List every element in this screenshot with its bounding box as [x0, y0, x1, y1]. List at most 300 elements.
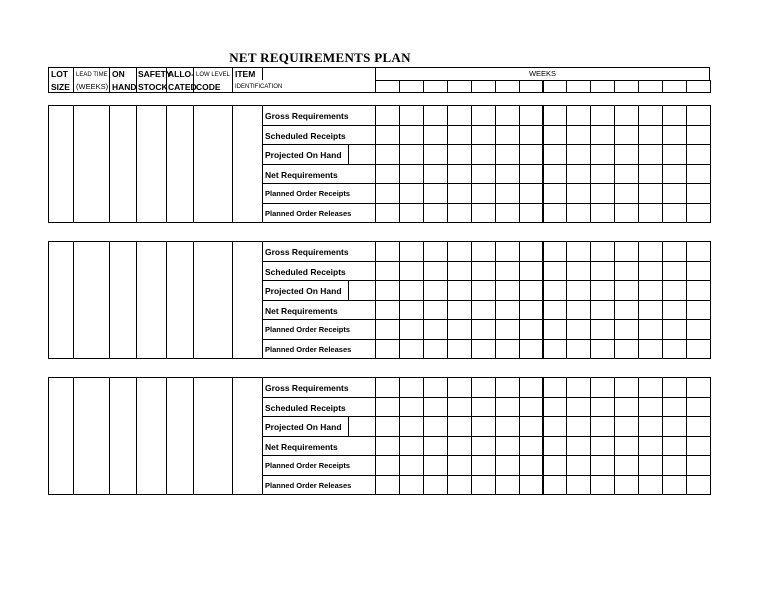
safety-stock-input[interactable] — [136, 241, 167, 359]
week-value-cell[interactable] — [543, 203, 568, 224]
header-on-hand-line2: HAND — [112, 82, 137, 92]
week-value-cell[interactable] — [686, 183, 711, 204]
week-value-cell[interactable] — [471, 280, 496, 301]
week-value-cell[interactable] — [375, 377, 400, 398]
week-value-cell[interactable] — [375, 397, 400, 418]
week-value-cell[interactable] — [423, 241, 448, 262]
week-value-cell[interactable] — [566, 436, 591, 457]
week-value-cell[interactable] — [447, 397, 472, 418]
week-value-cell[interactable] — [471, 416, 496, 437]
week-value-cell[interactable] — [495, 203, 520, 224]
lot-size-input[interactable] — [48, 105, 74, 223]
week-value-cell[interactable] — [686, 300, 711, 321]
week-value-cell[interactable] — [423, 261, 448, 282]
week-value-cell[interactable] — [566, 183, 591, 204]
row-label: Scheduled Receipts — [265, 130, 346, 141]
week-value-cell[interactable] — [447, 339, 472, 360]
week-value-cell[interactable] — [423, 280, 448, 301]
week-value-cell[interactable] — [495, 125, 520, 146]
header-lot-line1: LOT — [51, 69, 68, 79]
week-value-cell[interactable] — [662, 203, 687, 224]
week-value-cell[interactable] — [662, 416, 687, 437]
row-label-cell — [262, 183, 376, 204]
week-value-cell[interactable] — [399, 203, 424, 224]
week-value-cell[interactable] — [543, 377, 568, 398]
week-value-cell[interactable] — [566, 280, 591, 301]
week-value-cell[interactable] — [590, 397, 615, 418]
week-value-cell[interactable] — [590, 339, 615, 360]
week-value-cell[interactable] — [375, 261, 400, 282]
header-safety-line2: STOCK — [138, 82, 168, 92]
week-value-cell[interactable] — [614, 280, 639, 301]
week-value-cell[interactable] — [662, 144, 687, 165]
week-value-cell[interactable] — [543, 436, 568, 457]
week-value-cell[interactable] — [519, 377, 544, 398]
projected-on-hand-initial-divider — [348, 281, 349, 301]
week-value-cell[interactable] — [495, 416, 520, 437]
item-identification-input[interactable] — [232, 241, 263, 359]
header-safety-line1: SAFETY — [138, 69, 172, 79]
week-value-cell[interactable] — [399, 183, 424, 204]
week-value-cell[interactable] — [399, 261, 424, 282]
week-value-cell[interactable] — [375, 164, 400, 185]
week-value-cell[interactable] — [566, 416, 591, 437]
row-label: Gross Requirements — [265, 247, 349, 257]
week-value-cell[interactable] — [590, 125, 615, 146]
week-value-cell[interactable] — [614, 105, 639, 126]
week-value-cell[interactable] — [614, 241, 639, 262]
week-value-cell[interactable] — [686, 241, 711, 262]
week-value-cell[interactable] — [590, 455, 615, 476]
week-value-cell[interactable] — [590, 105, 615, 126]
week-value-cell[interactable] — [375, 241, 400, 262]
allocated-input[interactable] — [166, 377, 194, 495]
week-value-cell[interactable] — [686, 455, 711, 476]
week-value-cell[interactable] — [471, 144, 496, 165]
row-label-cell — [262, 105, 376, 126]
week-value-cell[interactable] — [543, 416, 568, 437]
week-value-cell[interactable] — [471, 183, 496, 204]
week-value-cell[interactable] — [638, 455, 663, 476]
low-level-code-input[interactable] — [193, 377, 233, 495]
week-value-cell[interactable] — [399, 397, 424, 418]
safety-stock-input[interactable] — [136, 105, 167, 223]
week-value-cell[interactable] — [399, 416, 424, 437]
week-value-cell[interactable] — [447, 300, 472, 321]
week-value-cell[interactable] — [519, 416, 544, 437]
allocated-input[interactable] — [166, 241, 194, 359]
week-value-cell[interactable] — [590, 164, 615, 185]
week-value-cell[interactable] — [399, 475, 424, 496]
allocated-input[interactable] — [166, 105, 194, 223]
week-value-cell[interactable] — [566, 377, 591, 398]
week-value-cell[interactable] — [686, 339, 711, 360]
week-value-cell[interactable] — [447, 377, 472, 398]
week-value-cell[interactable] — [471, 125, 496, 146]
week-value-cell[interactable] — [614, 397, 639, 418]
week-value-cell[interactable] — [375, 280, 400, 301]
week-value-cell[interactable] — [495, 261, 520, 282]
week-value-cell[interactable] — [399, 164, 424, 185]
week-value-cell[interactable] — [423, 164, 448, 185]
week-value-cell[interactable] — [447, 261, 472, 282]
week-value-cell[interactable] — [638, 416, 663, 437]
week-value-cell[interactable] — [519, 144, 544, 165]
week-value-cell[interactable] — [662, 280, 687, 301]
week-value-cell[interactable] — [638, 144, 663, 165]
week-value-cell[interactable] — [566, 319, 591, 340]
week-value-cell[interactable] — [375, 183, 400, 204]
week-value-cell[interactable] — [543, 339, 568, 360]
week-value-cell[interactable] — [519, 475, 544, 496]
week-value-cell[interactable] — [614, 475, 639, 496]
week-value-cell[interactable] — [471, 397, 496, 418]
row-label: Scheduled Receipts — [265, 266, 346, 277]
week-value-cell[interactable] — [519, 241, 544, 262]
week-value-cell[interactable] — [638, 300, 663, 321]
week-value-cell[interactable] — [566, 339, 591, 360]
row-label: Planned Order Releases — [265, 480, 352, 490]
week-value-cell[interactable] — [638, 105, 663, 126]
week-value-cell[interactable] — [638, 397, 663, 418]
row-label-cell — [262, 319, 376, 340]
week-value-cell[interactable] — [543, 455, 568, 476]
week-value-cell[interactable] — [566, 241, 591, 262]
week-value-cell[interactable] — [399, 319, 424, 340]
week-value-cell[interactable] — [614, 300, 639, 321]
week-value-cell[interactable] — [495, 455, 520, 476]
week-value-cell[interactable] — [447, 144, 472, 165]
week-value-cell[interactable] — [686, 436, 711, 457]
week-value-cell[interactable] — [638, 241, 663, 262]
week-value-cell[interactable] — [590, 319, 615, 340]
week-value-cell[interactable] — [423, 183, 448, 204]
week-value-cell[interactable] — [399, 377, 424, 398]
week-value-cell[interactable] — [519, 164, 544, 185]
week-value-cell[interactable] — [662, 339, 687, 360]
header-on-hand-line1: ON — [112, 69, 125, 79]
week-value-cell[interactable] — [375, 319, 400, 340]
week-value-cell[interactable] — [662, 300, 687, 321]
week-value-cell[interactable] — [519, 455, 544, 476]
week-value-cell[interactable] — [614, 144, 639, 165]
week-value-cell[interactable] — [375, 339, 400, 360]
week-value-cell[interactable] — [590, 377, 615, 398]
week-value-cell[interactable] — [447, 475, 472, 496]
week-value-cell[interactable] — [375, 125, 400, 146]
week-value-cell[interactable] — [447, 280, 472, 301]
week-value-cell[interactable] — [423, 339, 448, 360]
week-value-cell[interactable] — [519, 203, 544, 224]
on-hand-input[interactable] — [109, 241, 137, 359]
week-value-cell[interactable] — [590, 144, 615, 165]
week-value-cell[interactable] — [566, 203, 591, 224]
week-value-cell[interactable] — [543, 164, 568, 185]
week-value-cell[interactable] — [399, 339, 424, 360]
week-value-cell[interactable] — [614, 125, 639, 146]
row-label: Net Requirements — [265, 169, 338, 180]
week-value-cell[interactable] — [399, 144, 424, 165]
week-value-cell[interactable] — [423, 105, 448, 126]
week-value-cell[interactable] — [590, 183, 615, 204]
week-value-cell[interactable] — [423, 377, 448, 398]
week-value-cell[interactable] — [638, 339, 663, 360]
week-value-cell[interactable] — [566, 105, 591, 126]
week-value-cell[interactable] — [519, 261, 544, 282]
week-value-cell[interactable] — [423, 416, 448, 437]
week-value-cell[interactable] — [447, 319, 472, 340]
week-value-cell[interactable] — [686, 125, 711, 146]
row-label: Projected On Hand — [265, 422, 342, 432]
week-value-cell[interactable] — [399, 300, 424, 321]
week-value-cell[interactable] — [662, 164, 687, 185]
week-value-cell[interactable] — [686, 377, 711, 398]
week-value-cell[interactable] — [471, 475, 496, 496]
week-value-cell[interactable] — [495, 280, 520, 301]
week-value-cell[interactable] — [399, 455, 424, 476]
week-value-cell[interactable] — [543, 261, 568, 282]
week-value-cell[interactable] — [543, 397, 568, 418]
week-value-cell[interactable] — [447, 125, 472, 146]
week-value-cell[interactable] — [614, 164, 639, 185]
week-value-cell[interactable] — [614, 436, 639, 457]
week-value-cell[interactable] — [519, 280, 544, 301]
week-value-cell[interactable] — [543, 105, 568, 126]
week-value-cell[interactable] — [447, 183, 472, 204]
week-value-cell[interactable] — [686, 164, 711, 185]
projected-on-hand-initial-divider — [348, 145, 349, 165]
week-value-cell[interactable] — [590, 261, 615, 282]
week-value-cell[interactable] — [543, 319, 568, 340]
week-value-cell[interactable] — [638, 261, 663, 282]
row-label-cell — [262, 261, 376, 282]
row-label: Planned Order Releases — [265, 208, 352, 218]
week-value-cell[interactable] — [519, 319, 544, 340]
week-value-cell[interactable] — [614, 339, 639, 360]
week-value-cell[interactable] — [686, 203, 711, 224]
week-value-cell[interactable] — [662, 261, 687, 282]
week-value-cell[interactable] — [447, 203, 472, 224]
row-label-cell — [262, 377, 376, 398]
week-value-cell[interactable] — [543, 280, 568, 301]
week-value-cell[interactable] — [471, 203, 496, 224]
week-value-cell[interactable] — [399, 436, 424, 457]
lead-time-input[interactable] — [73, 241, 110, 359]
week-value-cell[interactable] — [590, 203, 615, 224]
safety-stock-input[interactable] — [136, 377, 167, 495]
week-value-cell[interactable] — [471, 319, 496, 340]
week-value-cell[interactable] — [543, 300, 568, 321]
week-value-cell[interactable] — [495, 105, 520, 126]
week-value-cell[interactable] — [638, 183, 663, 204]
week-value-cell[interactable] — [495, 377, 520, 398]
week-value-cell[interactable] — [638, 164, 663, 185]
week-value-cell[interactable] — [662, 183, 687, 204]
week-value-cell[interactable] — [590, 416, 615, 437]
week-value-cell[interactable] — [638, 377, 663, 398]
week-value-cell[interactable] — [614, 183, 639, 204]
week-value-cell[interactable] — [471, 261, 496, 282]
week-value-cell[interactable] — [471, 300, 496, 321]
week-value-cell[interactable] — [638, 319, 663, 340]
header-lot-line2: SIZE — [51, 82, 70, 92]
week-value-cell[interactable] — [471, 105, 496, 126]
week-value-cell[interactable] — [686, 319, 711, 340]
week-value-cell[interactable] — [399, 125, 424, 146]
week-value-cell[interactable] — [375, 436, 400, 457]
week-value-cell[interactable] — [543, 241, 568, 262]
week-value-cell[interactable] — [566, 164, 591, 185]
on-hand-input[interactable] — [109, 377, 137, 495]
week-value-cell[interactable] — [614, 203, 639, 224]
lot-size-input[interactable] — [48, 377, 74, 495]
week-value-cell[interactable] — [686, 105, 711, 126]
week-value-cell[interactable] — [375, 475, 400, 496]
week-value-cell[interactable] — [447, 241, 472, 262]
week-value-cell[interactable] — [614, 416, 639, 437]
week-value-cell[interactable] — [566, 125, 591, 146]
week-value-cell[interactable] — [495, 319, 520, 340]
week-value-cell[interactable] — [590, 280, 615, 301]
week-value-cell[interactable] — [686, 397, 711, 418]
week-value-cell[interactable] — [662, 125, 687, 146]
week-value-cell[interactable] — [662, 397, 687, 418]
week-value-cell[interactable] — [543, 144, 568, 165]
week-value-cell[interactable] — [662, 455, 687, 476]
week-value-cell[interactable] — [423, 436, 448, 457]
week-value-cell[interactable] — [638, 125, 663, 146]
week-value-cell[interactable] — [399, 241, 424, 262]
week-value-cell[interactable] — [495, 436, 520, 457]
header-item-line1: ITEM — [235, 69, 256, 79]
week-value-cell[interactable] — [423, 475, 448, 496]
week-value-cell[interactable] — [566, 261, 591, 282]
week-value-cell[interactable] — [614, 319, 639, 340]
week-value-cell[interactable] — [399, 280, 424, 301]
week-value-cell[interactable] — [638, 203, 663, 224]
week-value-cell[interactable] — [447, 105, 472, 126]
week-value-cell[interactable] — [614, 377, 639, 398]
week-value-cell[interactable] — [375, 300, 400, 321]
week-value-cell[interactable] — [566, 455, 591, 476]
week-value-cell[interactable] — [423, 203, 448, 224]
week-value-cell[interactable] — [447, 164, 472, 185]
week-value-cell[interactable] — [638, 436, 663, 457]
week-value-cell[interactable] — [519, 125, 544, 146]
week-value-cell[interactable] — [543, 125, 568, 146]
week-value-cell[interactable] — [495, 397, 520, 418]
week-value-cell[interactable] — [686, 144, 711, 165]
week-value-cell[interactable] — [519, 183, 544, 204]
week-value-cell[interactable] — [566, 397, 591, 418]
week-value-cell[interactable] — [495, 241, 520, 262]
week-value-cell[interactable] — [638, 475, 663, 496]
week-value-cell[interactable] — [662, 377, 687, 398]
week-value-cell[interactable] — [447, 436, 472, 457]
lead-time-input[interactable] — [73, 377, 110, 495]
week-value-cell[interactable] — [423, 125, 448, 146]
on-hand-input[interactable] — [109, 105, 137, 223]
item-identification-input[interactable] — [232, 377, 263, 495]
week-value-cell[interactable] — [375, 105, 400, 126]
week-value-cell[interactable] — [686, 261, 711, 282]
week-value-cell[interactable] — [614, 261, 639, 282]
week-value-cell[interactable] — [686, 280, 711, 301]
week-value-cell[interactable] — [447, 455, 472, 476]
week-value-cell[interactable] — [662, 475, 687, 496]
week-value-cell[interactable] — [495, 475, 520, 496]
week-value-cell[interactable] — [399, 105, 424, 126]
week-value-cell[interactable] — [566, 300, 591, 321]
week-value-cell[interactable] — [375, 416, 400, 437]
week-value-cell[interactable] — [590, 475, 615, 496]
week-value-cell[interactable] — [590, 241, 615, 262]
week-value-cell[interactable] — [566, 144, 591, 165]
week-value-cell[interactable] — [471, 241, 496, 262]
week-value-cell[interactable] — [662, 436, 687, 457]
week-value-cell[interactable] — [471, 377, 496, 398]
week-value-cell[interactable] — [495, 144, 520, 165]
week-value-cell[interactable] — [375, 203, 400, 224]
lead-time-input[interactable] — [73, 105, 110, 223]
lot-size-input[interactable] — [48, 241, 74, 359]
week-value-cell[interactable] — [471, 436, 496, 457]
week-value-cell[interactable] — [375, 144, 400, 165]
page-title: NET REQUIREMENTS PLAN — [229, 50, 411, 65]
row-label-cell — [262, 300, 376, 321]
week-value-cell[interactable] — [638, 280, 663, 301]
week-value-cell[interactable] — [423, 300, 448, 321]
week-value-cell[interactable] — [614, 455, 639, 476]
week-value-cell[interactable] — [686, 475, 711, 496]
week-value-cell[interactable] — [519, 300, 544, 321]
week-value-cell[interactable] — [543, 475, 568, 496]
week-value-cell[interactable] — [375, 455, 400, 476]
week-value-cell[interactable] — [662, 241, 687, 262]
week-value-cell[interactable] — [423, 319, 448, 340]
week-value-cell[interactable] — [447, 416, 472, 437]
week-value-cell[interactable] — [495, 300, 520, 321]
week-value-cell[interactable] — [686, 416, 711, 437]
week-value-cell[interactable] — [423, 455, 448, 476]
header-allocated-line2: CATED — [168, 82, 197, 92]
week-value-cell[interactable] — [590, 436, 615, 457]
week-value-cell[interactable] — [566, 475, 591, 496]
week-value-cell[interactable] — [519, 105, 544, 126]
week-value-cell[interactable] — [543, 183, 568, 204]
item-identification-input[interactable] — [232, 105, 263, 223]
week-value-cell[interactable] — [471, 164, 496, 185]
week-value-cell[interactable] — [471, 339, 496, 360]
week-value-cell[interactable] — [495, 164, 520, 185]
week-value-cell[interactable] — [495, 183, 520, 204]
low-level-code-input[interactable] — [193, 241, 233, 359]
week-value-cell[interactable] — [662, 319, 687, 340]
week-value-cell[interactable] — [662, 105, 687, 126]
low-level-code-input[interactable] — [193, 105, 233, 223]
week-value-cell[interactable] — [519, 397, 544, 418]
header-lead-time-line2: (WEEKS) — [76, 82, 109, 91]
week-value-cell[interactable] — [423, 144, 448, 165]
week-value-cell[interactable] — [519, 436, 544, 457]
row-label-cell — [262, 241, 376, 262]
week-value-cell[interactable] — [495, 339, 520, 360]
header-item-line2: IDENTIFICATION — [235, 84, 283, 90]
week-value-cell[interactable] — [519, 339, 544, 360]
week-value-cell[interactable] — [471, 455, 496, 476]
week-value-cell[interactable] — [590, 300, 615, 321]
week-value-cell[interactable] — [423, 397, 448, 418]
